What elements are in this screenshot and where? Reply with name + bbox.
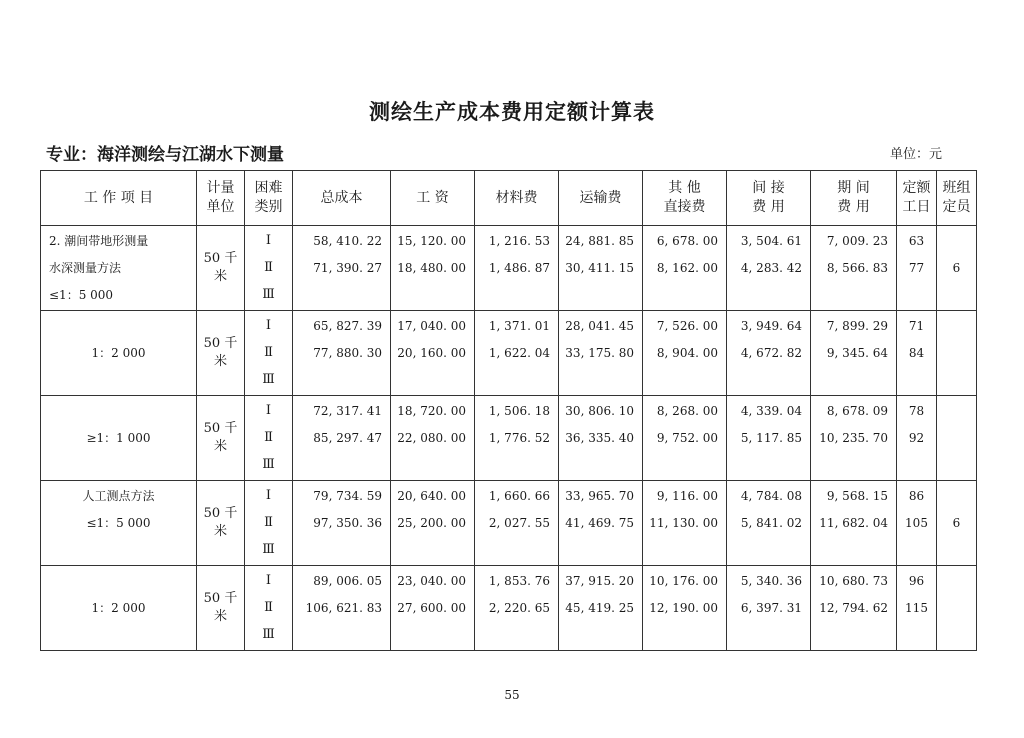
period-value	[811, 369, 896, 391]
workdays-value: 105	[905, 515, 928, 530]
difficulty-value: Ⅲ	[262, 371, 275, 387]
transport-cell	[559, 481, 643, 566]
difficulty-cell	[245, 396, 293, 481]
indirect-value: 4, 339. 04	[740, 404, 802, 419]
other-direct-value	[643, 454, 726, 476]
wages-value	[391, 624, 474, 646]
currency-unit-label: 单位：元	[890, 147, 943, 162]
header-indirect: 间 接 费 用	[727, 171, 811, 226]
measure-unit-cell: 50 千 米	[197, 481, 245, 566]
transport-value	[559, 284, 642, 306]
other-direct-value	[643, 624, 726, 646]
indirect-value	[727, 454, 810, 476]
difficulty-cell	[245, 311, 293, 396]
measure-unit-cell: 50 千 米	[197, 566, 245, 651]
indirect-value: 4, 784. 08	[740, 489, 802, 504]
crew-value	[937, 485, 976, 507]
header-workdays: 定额 工日	[897, 171, 937, 226]
period-cell	[811, 226, 897, 311]
period-value	[811, 539, 896, 561]
period-value: 8, 678. 09	[826, 404, 888, 419]
wages-cell	[391, 396, 475, 481]
difficulty-value: Ⅱ	[264, 514, 273, 530]
table-row	[41, 481, 977, 566]
other-direct-cell	[643, 396, 727, 481]
header-other-direct: 其 他 直接费	[643, 171, 727, 226]
total-cost-value: 58, 410. 22	[313, 234, 382, 249]
materials-value: 2, 220. 65	[488, 600, 550, 615]
work-item-value: 2. 潮间带地形测量	[49, 234, 149, 249]
work-item-value	[41, 570, 196, 592]
total-cost-value	[293, 369, 390, 391]
measure-unit-cell: 50 千 米	[197, 226, 245, 311]
materials-cell	[475, 311, 559, 396]
indirect-value: 3, 504. 61	[740, 234, 802, 249]
difficulty-cell	[245, 226, 293, 311]
workdays-value	[897, 369, 936, 391]
crew-value	[937, 570, 976, 592]
measure-unit-cell: 50 千 米	[197, 396, 245, 481]
crew-value	[937, 624, 976, 646]
cost-quota-table	[40, 170, 977, 651]
wages-value	[391, 454, 474, 476]
header-difficulty: 困难 类别	[245, 171, 293, 226]
total-cost-value: 106, 621. 83	[305, 600, 382, 615]
materials-value	[475, 539, 558, 561]
transport-value: 33, 175. 80	[565, 345, 634, 360]
table-row	[41, 396, 977, 481]
workdays-value: 63	[908, 234, 925, 249]
wages-cell	[391, 226, 475, 311]
indirect-value: 3, 949. 64	[740, 319, 802, 334]
workdays-value: 115	[905, 600, 928, 615]
total-cost-cell	[293, 396, 391, 481]
header-period: 期 间 费 用	[811, 171, 897, 226]
work-item-value: 水深测量方法	[49, 260, 122, 275]
transport-value: 41, 469. 75	[565, 515, 634, 530]
table-row	[41, 226, 977, 311]
table-header-row	[41, 171, 977, 226]
transport-value: 30, 806. 10	[565, 404, 634, 419]
materials-value	[475, 454, 558, 476]
total-cost-cell	[293, 566, 391, 651]
crew-cell	[937, 226, 977, 311]
transport-value	[559, 454, 642, 476]
other-direct-value: 8, 162. 00	[656, 260, 718, 275]
workdays-cell	[897, 396, 937, 481]
materials-value	[475, 284, 558, 306]
work-item-cell	[41, 396, 197, 481]
workdays-value	[897, 284, 936, 306]
difficulty-value: Ⅲ	[262, 286, 275, 302]
specialty-label: 专业：海洋测绘与江湖水下测量	[46, 145, 284, 165]
header-item: 工 作 项 目	[41, 171, 197, 226]
difficulty-value: Ⅱ	[264, 429, 273, 445]
other-direct-value: 11, 130. 00	[649, 515, 718, 530]
total-cost-value: 89, 006. 05	[313, 574, 382, 589]
materials-cell	[475, 226, 559, 311]
total-cost-value: 71, 390. 27	[313, 260, 382, 275]
other-direct-cell	[643, 226, 727, 311]
header-materials: 材料费	[475, 171, 559, 226]
difficulty-value: Ⅱ	[264, 344, 273, 360]
other-direct-cell	[643, 566, 727, 651]
work-item-value: 人工测点方法	[82, 489, 155, 504]
materials-value: 1, 486. 87	[488, 260, 550, 275]
workdays-value: 71	[908, 319, 925, 334]
transport-value: 33, 965. 70	[565, 489, 634, 504]
transport-value: 37, 915. 20	[565, 574, 634, 589]
transport-cell	[559, 396, 643, 481]
period-cell	[811, 396, 897, 481]
total-cost-value	[293, 539, 390, 561]
total-cost-cell	[293, 311, 391, 396]
wages-value: 25, 200. 00	[397, 515, 466, 530]
wages-value: 18, 720. 00	[397, 404, 466, 419]
indirect-cell	[727, 396, 811, 481]
workdays-value: 77	[908, 260, 925, 275]
header-transport: 运输费	[559, 171, 643, 226]
other-direct-value	[643, 539, 726, 561]
period-value	[811, 454, 896, 476]
workdays-value	[897, 539, 936, 561]
period-value: 10, 235. 70	[819, 430, 888, 445]
wages-value	[391, 539, 474, 561]
materials-value	[475, 369, 558, 391]
workdays-value: 86	[908, 489, 925, 504]
workdays-value: 84	[908, 345, 925, 360]
period-value: 9, 568. 15	[826, 489, 888, 504]
period-value: 9, 345. 64	[826, 345, 888, 360]
materials-cell	[475, 396, 559, 481]
difficulty-cell	[245, 566, 293, 651]
materials-value: 1, 660. 66	[488, 489, 550, 504]
transport-cell	[559, 226, 643, 311]
materials-value: 2, 027. 55	[488, 515, 550, 530]
transport-value	[559, 539, 642, 561]
indirect-value: 5, 340. 36	[740, 574, 802, 589]
period-value: 7, 009. 23	[826, 234, 888, 249]
transport-cell	[559, 566, 643, 651]
period-value: 10, 680. 73	[819, 574, 888, 589]
work-item-cell	[41, 481, 197, 566]
work-item-value	[41, 624, 196, 646]
work-item-cell	[41, 311, 197, 396]
other-direct-value: 9, 116. 00	[656, 489, 718, 504]
work-item-cell	[41, 226, 197, 311]
wages-cell	[391, 481, 475, 566]
difficulty-value: Ⅲ	[262, 626, 275, 642]
indirect-value: 6, 397. 31	[740, 600, 802, 615]
wages-value	[391, 369, 474, 391]
period-value: 12, 794. 62	[819, 600, 888, 615]
crew-value	[937, 284, 976, 306]
workdays-value: 78	[908, 404, 925, 419]
total-cost-value: 97, 350. 36	[313, 515, 382, 530]
workdays-value	[897, 624, 936, 646]
total-cost-value: 77, 880. 30	[313, 345, 382, 360]
difficulty-value: Ⅰ	[265, 488, 272, 504]
total-cost-value: 65, 827. 39	[313, 319, 382, 334]
wages-value: 20, 160. 00	[397, 345, 466, 360]
wages-value: 20, 640. 00	[397, 489, 466, 504]
work-item-value: ≤1：5 000	[49, 287, 114, 302]
wages-value: 17, 040. 00	[397, 319, 466, 334]
wages-value: 18, 480. 00	[397, 260, 466, 275]
other-direct-value: 12, 190. 00	[649, 600, 718, 615]
other-direct-cell	[643, 481, 727, 566]
transport-value	[559, 624, 642, 646]
indirect-value	[727, 284, 810, 306]
other-direct-value	[643, 369, 726, 391]
crew-cell	[937, 481, 977, 566]
workdays-value	[897, 454, 936, 476]
wages-cell	[391, 311, 475, 396]
wages-cell	[391, 566, 475, 651]
total-cost-value: 72, 317. 41	[313, 404, 382, 419]
total-cost-value: 79, 734. 59	[313, 489, 382, 504]
transport-cell	[559, 311, 643, 396]
crew-value	[937, 539, 976, 561]
total-cost-cell	[293, 226, 391, 311]
wages-value: 22, 080. 00	[397, 430, 466, 445]
work-item-value	[41, 454, 196, 476]
work-item-value: 1：2 000	[91, 345, 146, 360]
crew-value: 6	[952, 260, 961, 275]
period-cell	[811, 481, 897, 566]
other-direct-value: 7, 526. 00	[656, 319, 718, 334]
workdays-value: 92	[908, 430, 925, 445]
other-direct-value: 10, 176. 00	[649, 574, 718, 589]
other-direct-cell	[643, 311, 727, 396]
materials-value: 1, 216. 53	[488, 234, 550, 249]
indirect-value: 4, 283. 42	[740, 260, 802, 275]
total-cost-value	[293, 284, 390, 306]
indirect-cell	[727, 481, 811, 566]
crew-value	[937, 315, 976, 337]
difficulty-value: Ⅲ	[262, 456, 275, 472]
header-crew: 班组 定员	[937, 171, 977, 226]
crew-value	[937, 454, 976, 476]
materials-cell	[475, 566, 559, 651]
workdays-value: 96	[908, 574, 925, 589]
materials-cell	[475, 481, 559, 566]
transport-value: 28, 041. 45	[565, 319, 634, 334]
other-direct-value	[643, 284, 726, 306]
transport-value: 36, 335. 40	[565, 430, 634, 445]
transport-value: 30, 411. 15	[565, 260, 634, 275]
period-value: 11, 682. 04	[819, 515, 888, 530]
indirect-value	[727, 539, 810, 561]
materials-value: 1, 506. 18	[488, 404, 550, 419]
materials-value: 1, 853. 76	[488, 574, 550, 589]
difficulty-value: Ⅲ	[262, 541, 275, 557]
difficulty-value: Ⅱ	[264, 259, 273, 275]
workdays-cell	[897, 566, 937, 651]
difficulty-value: Ⅰ	[265, 233, 272, 249]
indirect-value: 4, 672. 82	[740, 345, 802, 360]
header-wages: 工 资	[391, 171, 475, 226]
transport-value: 24, 881. 85	[565, 234, 634, 249]
indirect-value: 5, 841. 02	[740, 515, 802, 530]
total-cost-value	[293, 624, 390, 646]
materials-value: 1, 622. 04	[488, 345, 550, 360]
workdays-cell	[897, 226, 937, 311]
transport-value: 45, 419. 25	[565, 600, 634, 615]
work-item-value: ≥1：1 000	[86, 430, 151, 445]
work-item-value: ≤1：5 000	[86, 515, 151, 530]
total-cost-value	[293, 454, 390, 476]
crew-value	[937, 400, 976, 422]
other-direct-value: 9, 752. 00	[656, 430, 718, 445]
period-value	[811, 624, 896, 646]
indirect-cell	[727, 311, 811, 396]
wages-value: 27, 600. 00	[397, 600, 466, 615]
measure-unit-cell: 50 千 米	[197, 311, 245, 396]
difficulty-value: Ⅱ	[264, 599, 273, 615]
wages-value: 15, 120. 00	[397, 234, 466, 249]
header-total-cost: 总成本	[293, 171, 391, 226]
indirect-cell	[727, 226, 811, 311]
work-item-value	[41, 400, 196, 422]
difficulty-cell	[245, 481, 293, 566]
work-item-value	[41, 315, 196, 337]
period-cell	[811, 311, 897, 396]
workdays-cell	[897, 481, 937, 566]
table-row	[41, 566, 977, 651]
page-number: 55	[504, 688, 520, 702]
work-item-value	[41, 539, 196, 561]
total-cost-cell	[293, 481, 391, 566]
work-item-cell	[41, 566, 197, 651]
period-value: 7, 899. 29	[826, 319, 888, 334]
other-direct-value: 8, 904. 00	[656, 345, 718, 360]
other-direct-value: 8, 268. 00	[656, 404, 718, 419]
crew-value	[937, 427, 976, 449]
wages-value: 23, 040. 00	[397, 574, 466, 589]
wages-value	[391, 284, 474, 306]
crew-cell	[937, 311, 977, 396]
total-cost-value: 85, 297. 47	[313, 430, 382, 445]
materials-value	[475, 624, 558, 646]
page-title: 测绘生产成本费用定额计算表	[369, 99, 655, 124]
difficulty-value: Ⅰ	[265, 403, 272, 419]
indirect-value	[727, 624, 810, 646]
period-value: 8, 566. 83	[826, 260, 888, 275]
work-item-value: 1：2 000	[91, 600, 146, 615]
indirect-value: 5, 117. 85	[740, 430, 802, 445]
crew-value	[937, 342, 976, 364]
difficulty-value: Ⅰ	[265, 573, 272, 589]
indirect-value	[727, 369, 810, 391]
period-cell	[811, 566, 897, 651]
materials-value: 1, 371. 01	[488, 319, 550, 334]
crew-value: 6	[952, 515, 961, 530]
indirect-cell	[727, 566, 811, 651]
crew-cell	[937, 396, 977, 481]
crew-value	[937, 369, 976, 391]
period-value	[811, 284, 896, 306]
crew-value	[937, 597, 976, 619]
crew-cell	[937, 566, 977, 651]
other-direct-value: 6, 678. 00	[656, 234, 718, 249]
crew-value	[937, 230, 976, 252]
header-measure-unit: 计量 单位	[197, 171, 245, 226]
transport-value	[559, 369, 642, 391]
workdays-cell	[897, 311, 937, 396]
difficulty-value: Ⅰ	[265, 318, 272, 334]
table-row	[41, 311, 977, 396]
work-item-value	[41, 369, 196, 391]
materials-value: 1, 776. 52	[488, 430, 550, 445]
